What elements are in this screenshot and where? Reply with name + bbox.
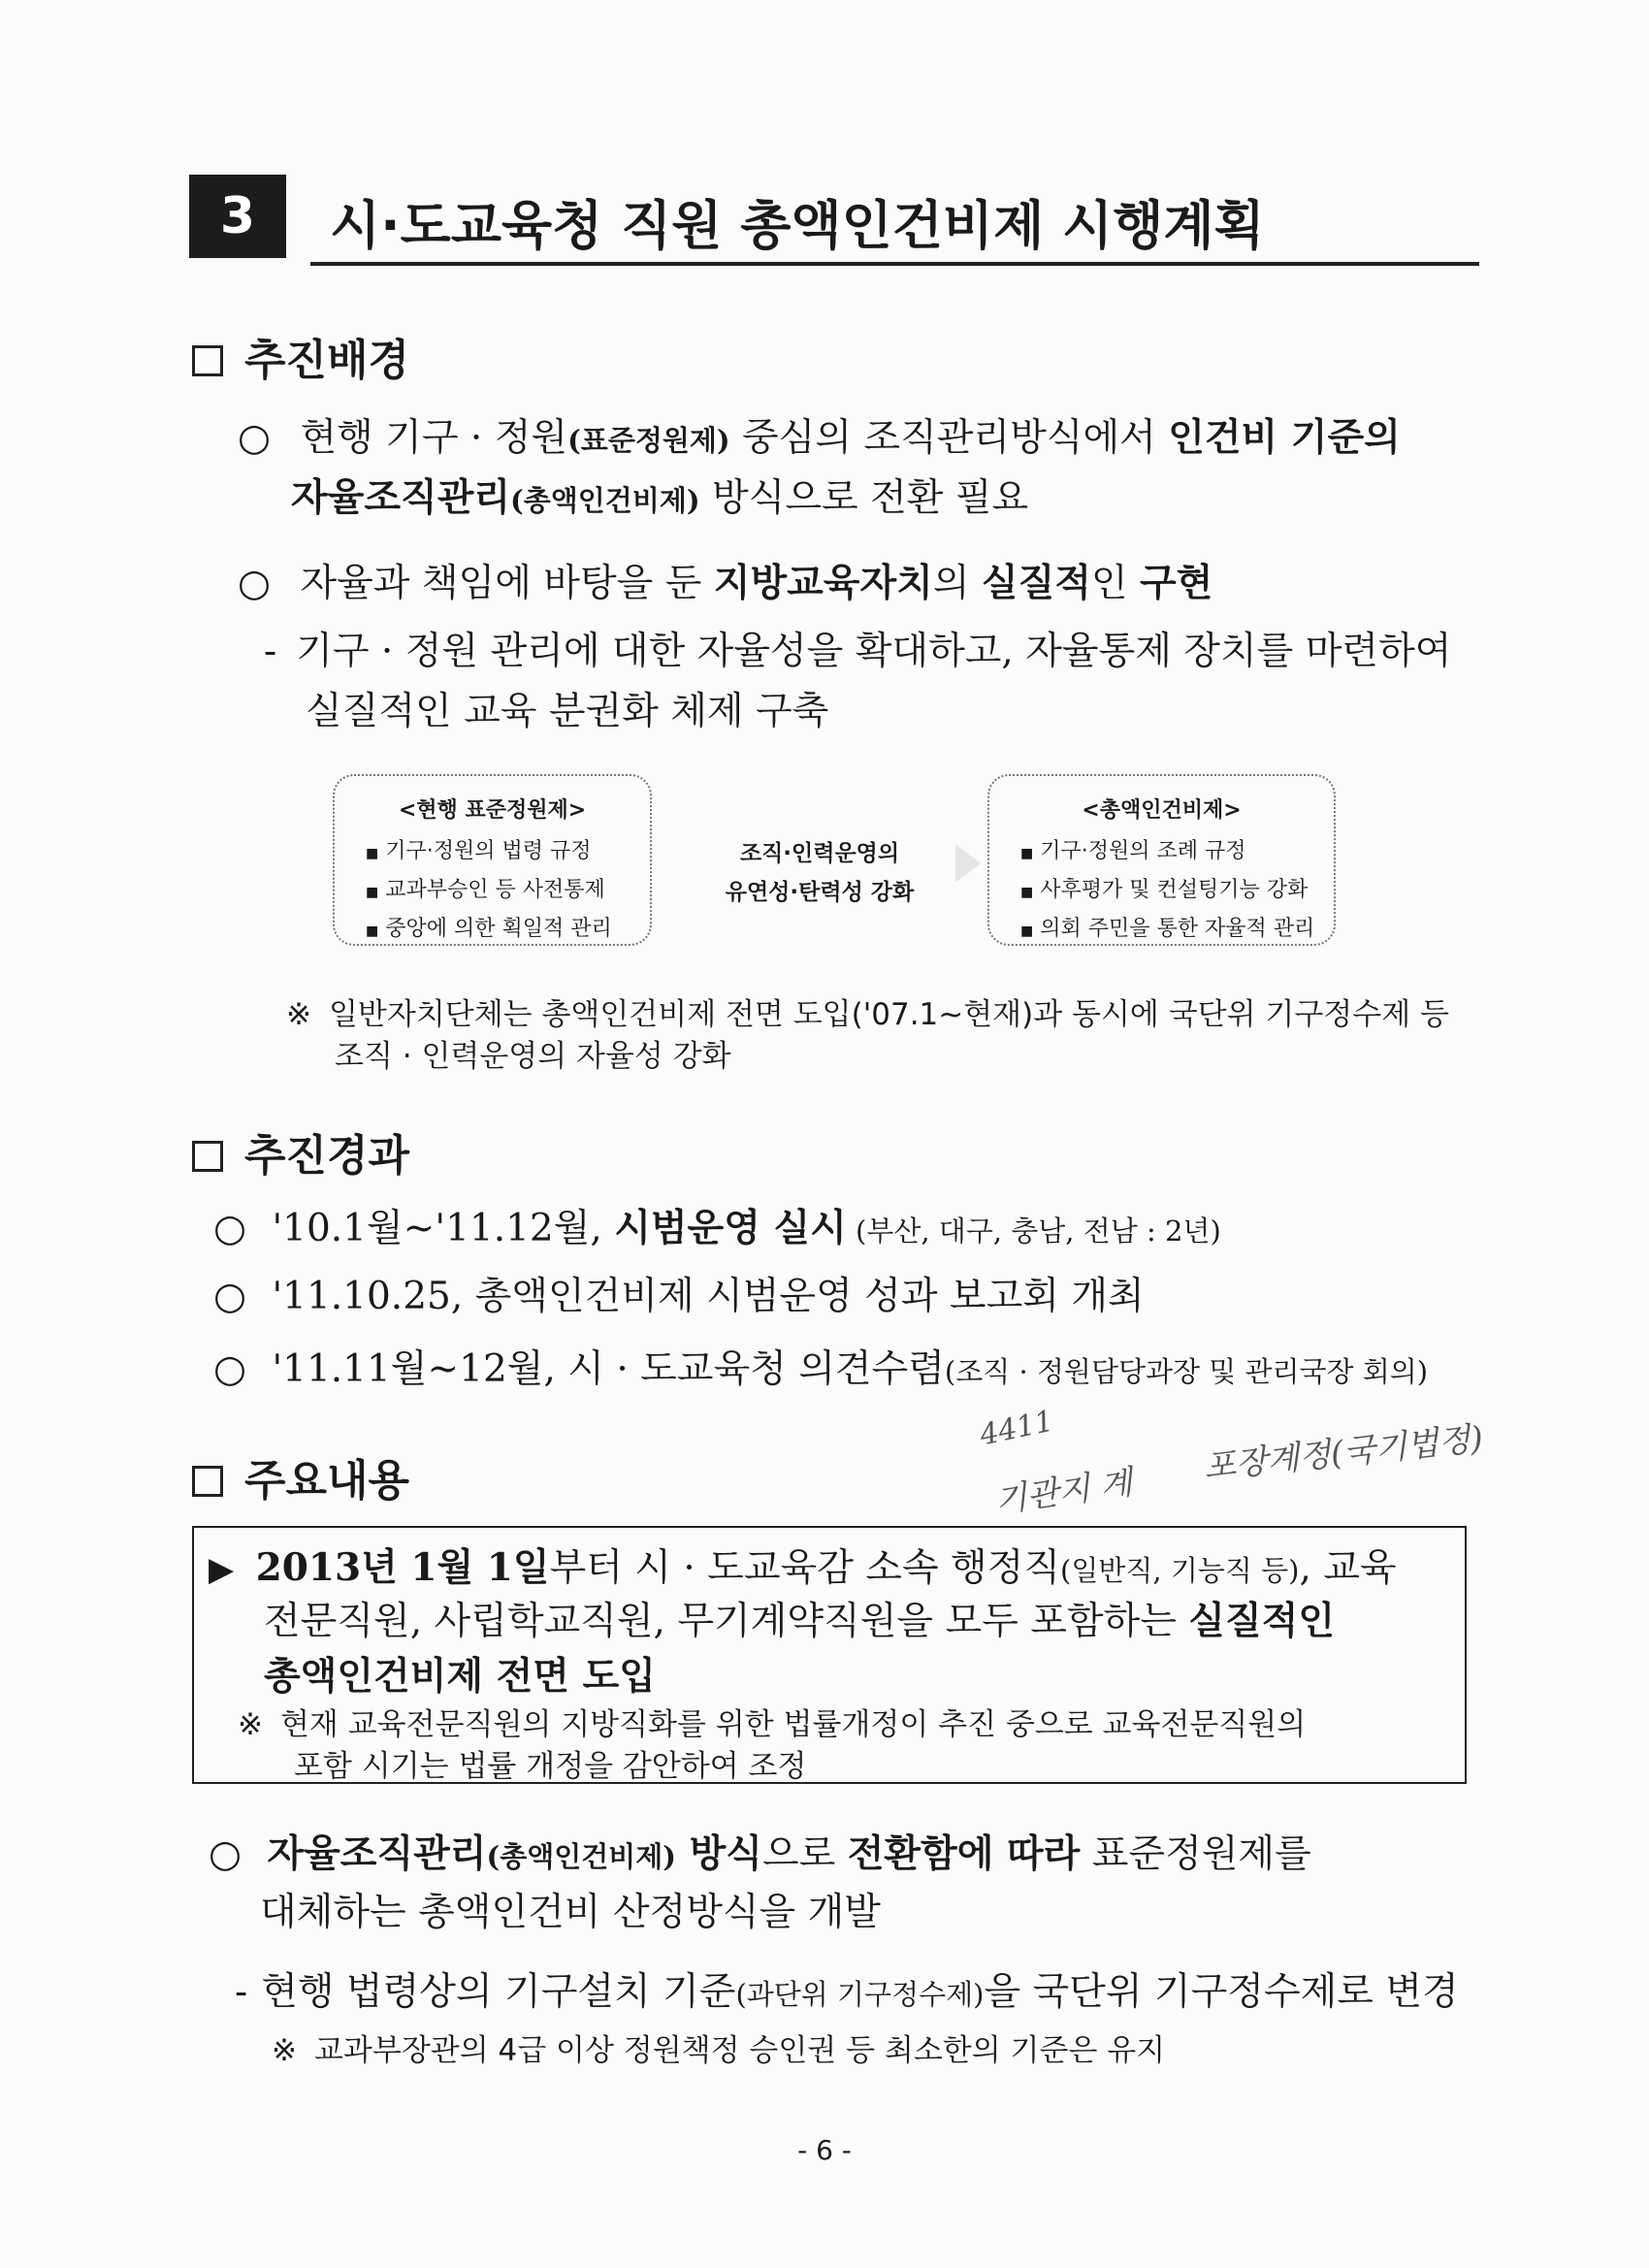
text-bold: 시범운영 실시 xyxy=(614,1206,847,1250)
text: (과단위 기구정수제) xyxy=(735,1978,985,2011)
background-sub-line1 xyxy=(264,621,1451,675)
square-bullet-icon: ■ xyxy=(1020,923,1034,939)
text-bold: 자율조직관리 xyxy=(267,1831,487,1876)
text-bold: 지방교육자치 xyxy=(713,561,933,605)
text-bold: 실질적인 xyxy=(1188,1599,1335,1643)
main-box-line1 xyxy=(209,1538,1397,1592)
text-bold: 전환함에 따라 xyxy=(847,1831,1081,1876)
text-bold: (표준정원제) xyxy=(567,424,730,457)
dash-bullet: - xyxy=(264,630,277,673)
text: '11.11월~12월, 시 · 도교육청 의견수렴 xyxy=(272,1347,945,1391)
square-bullet-icon: ■ xyxy=(1020,885,1034,900)
handwritten-note-2: 기관지 계 xyxy=(992,1463,1135,1521)
box-title: <총액인건비제> xyxy=(1082,798,1242,823)
text: , 교육 xyxy=(1299,1546,1397,1590)
text: 전문직원, 사립학교직원, 무기계약직원을 모두 포함하는 xyxy=(264,1600,1189,1643)
main-bullet-1-line1 xyxy=(209,1824,1311,1878)
text: (일반직, 기능직 등) xyxy=(1060,1554,1300,1587)
item-text: 의회 주민을 통한 자율적 관리 xyxy=(1040,917,1315,941)
page-title: 시·도교육청 직원 총액인건비제 시행계획 xyxy=(330,195,1265,256)
transition-label xyxy=(684,834,955,912)
heading-text: 추진경과 xyxy=(244,1131,410,1181)
square-bullet-icon: ■ xyxy=(366,885,379,900)
checkbox-square-icon xyxy=(192,1141,223,1172)
box-item xyxy=(1020,911,1334,950)
box-item xyxy=(366,911,650,950)
handwritten-note-3: 포장계정(국기법정) xyxy=(1202,1418,1485,1487)
circle-bullet: ○ xyxy=(213,1347,247,1391)
square-bullet-icon: ■ xyxy=(366,846,379,861)
text: 을 국단위 기구정수제로 변경 xyxy=(984,1970,1459,2014)
main-box-note-line1 xyxy=(238,1700,1306,1743)
circle-bullet: ○ xyxy=(238,416,272,460)
section-number-badge: 3 xyxy=(189,175,286,258)
background-bullet-1-line1 xyxy=(238,407,1401,462)
checkbox-square-icon xyxy=(192,345,223,376)
circle-bullet: ○ xyxy=(213,1207,247,1250)
item-text: 사후평가 및 컨설팅기능 강화 xyxy=(1040,878,1309,902)
text-bold: 실질적 xyxy=(981,561,1091,605)
text: 부터 시 · 도교육감 소속 행정직 xyxy=(549,1546,1061,1590)
item-text: 중앙에 의한 획일적 관리 xyxy=(385,917,612,941)
main-box-note-line2: 포함 시기는 법률 개정을 감안하여 조정 xyxy=(294,1749,807,1784)
text: 교과부장관의 4급 이상 정원책정 승인권 등 최소한의 기준은 유지 xyxy=(313,2033,1166,2068)
text: 으로 xyxy=(761,1832,848,1876)
circle-bullet: ○ xyxy=(209,1832,242,1876)
box-item xyxy=(366,833,650,872)
text: (조직 · 정원담당과장 및 관리국장 회의) xyxy=(944,1355,1429,1388)
current-system-box xyxy=(333,774,652,946)
text: 현행 기구 · 정원 xyxy=(300,416,568,460)
square-bullet-icon: ■ xyxy=(366,923,379,939)
main-sub-note xyxy=(272,2025,1165,2069)
main-bullet-1-line2: 대체하는 총액인건비 산정방식을 개발 xyxy=(260,1891,881,1934)
text: 자율과 책임에 바탕을 둔 xyxy=(300,562,714,605)
text: 현재 교육전문직원의 지방직화를 위한 법률개정이 추진 중으로 교육전문직원의 xyxy=(279,1707,1307,1742)
heading-text: 추진배경 xyxy=(244,336,410,385)
transition-line2: 유연성·탄력성 강화 xyxy=(725,880,915,905)
reference-mark: ※ xyxy=(272,2033,297,2068)
title-underline xyxy=(310,262,1479,266)
triangle-arrow-icon: ▶ xyxy=(209,1550,235,1589)
dash-bullet: - xyxy=(235,1970,248,2014)
item-text: 기구·정원의 조례 규정 xyxy=(1040,839,1246,863)
square-bullet-icon: ■ xyxy=(1020,846,1034,861)
reference-mark: ※ xyxy=(238,1707,263,1742)
text: 중심의 조직관리방식에서 xyxy=(729,416,1169,460)
text-bold: 방식 xyxy=(676,1831,762,1876)
total-labor-cost-system-box xyxy=(987,774,1336,946)
page-number: - 6 - xyxy=(797,2134,852,2166)
item-text: 교과부승인 등 사전통제 xyxy=(385,878,605,902)
text-bold: 자율조직관리 xyxy=(291,475,511,520)
box-item xyxy=(1020,872,1334,911)
heading-text: 주요내용 xyxy=(244,1456,410,1506)
checkbox-square-icon xyxy=(192,1466,223,1497)
text: (부산, 대구, 충남, 전남 : 2년) xyxy=(846,1215,1221,1247)
progress-item-1 xyxy=(213,1198,1221,1252)
box-item xyxy=(1020,833,1334,872)
text: '10.1월~'11.12월, xyxy=(272,1207,615,1250)
main-box-line3: 총액인건비제 전면 도입 xyxy=(264,1654,656,1699)
background-note-line1 xyxy=(286,989,1449,1033)
text: 방식으로 전환 필요 xyxy=(699,476,1029,520)
background-bullet-1-line2 xyxy=(291,468,1028,522)
progress-item-3 xyxy=(213,1339,1428,1393)
reference-mark: ※ xyxy=(286,997,311,1032)
section-heading-main-content xyxy=(192,1445,409,1507)
text: '11.10.25, 총액인건비제 시범운영 성과 보고회 개최 xyxy=(272,1275,1145,1318)
section-heading-background xyxy=(192,325,409,387)
box-title: <현행 표준정원제> xyxy=(398,798,587,823)
main-box-line2 xyxy=(264,1591,1335,1645)
background-sub-line2: 실질적인 교육 분권화 체제 구축 xyxy=(306,690,829,733)
text: 인 xyxy=(1090,562,1140,605)
item-text: 기구·정원의 법령 규정 xyxy=(385,839,592,863)
text: 기구 · 정원 관리에 대한 자율성을 확대하고, 자율통제 장치를 마련하여 xyxy=(296,630,1452,673)
text: 의 xyxy=(932,562,982,605)
box-item xyxy=(366,872,650,911)
text: 현행 법령상의 기구설치 기준 xyxy=(261,1970,736,2014)
section-heading-progress xyxy=(192,1120,409,1183)
date-text-bold: 2013년 1월 1일 xyxy=(255,1545,550,1590)
text-bold: 구현 xyxy=(1140,561,1213,605)
main-sub-item xyxy=(235,1961,1459,2016)
arrow-right-icon xyxy=(955,834,985,892)
text-bold: 인건비 기준의 xyxy=(1168,415,1401,460)
handwritten-note-1: 4411 xyxy=(977,1404,1057,1453)
circle-bullet: ○ xyxy=(238,562,272,605)
text: 일반자치단체는 총액인건비제 전면 도입('07.1~현재)과 동시에 국단위 기구정수제 등 xyxy=(328,997,1449,1032)
background-note-line2: 조직 · 인력운영의 자율성 강화 xyxy=(335,1039,731,1074)
circle-bullet: ○ xyxy=(213,1275,247,1318)
text: 표준정원제를 xyxy=(1080,1832,1311,1876)
text-bold: (총액인건비제) xyxy=(486,1840,677,1873)
transition-line1: 조직·인력운영의 xyxy=(739,841,900,866)
background-bullet-2 xyxy=(238,553,1212,607)
progress-item-2 xyxy=(213,1266,1145,1320)
text-bold: (총액인건비제) xyxy=(510,484,700,517)
